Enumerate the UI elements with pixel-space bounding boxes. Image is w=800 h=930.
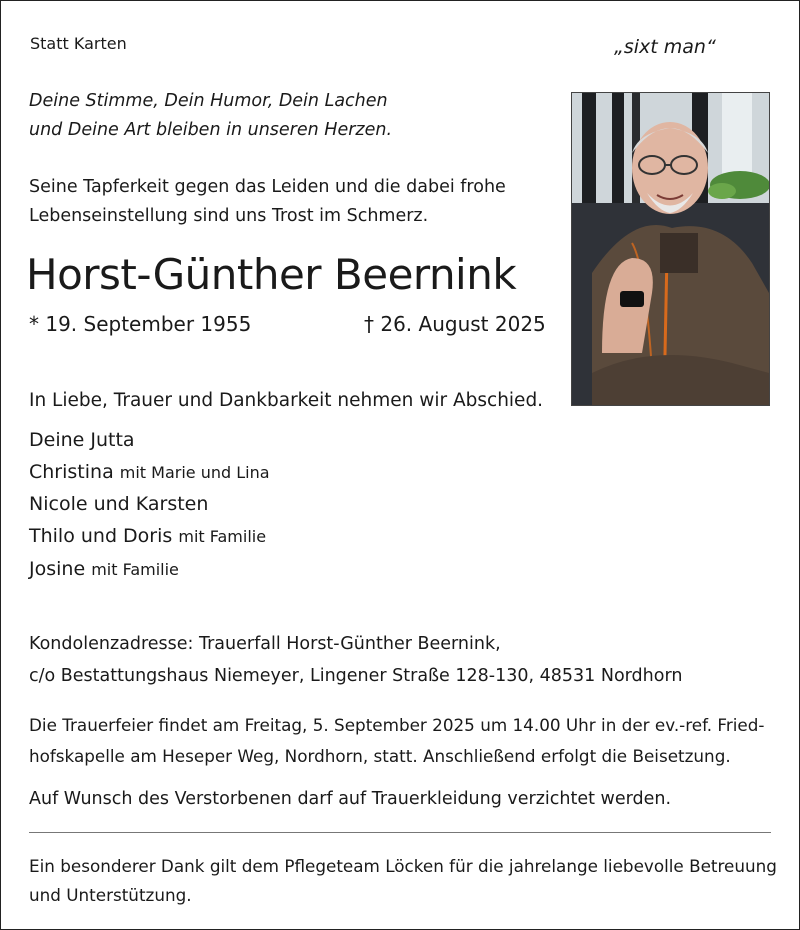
family-member-name: Thilo und Doris — [29, 525, 173, 547]
quote-line-1: Deine Stimme, Dein Humor, Dein Lachen — [29, 91, 388, 111]
family-member — [29, 553, 179, 586]
family-member — [29, 424, 135, 456]
thanks-line-1: Ein besonderer Dank gilt dem Pflegeteam Löcken für die jahrelange liebevolle Betreuung — [29, 856, 777, 876]
family-member-name: Christina — [29, 461, 114, 483]
comfort-line-1: Seine Tapferkeit gegen das Leiden und die dabei frohe — [29, 177, 506, 197]
family-member-name: Nicole und Karsten — [29, 493, 209, 515]
divider — [29, 832, 771, 833]
birth-date: * 19. September 1955 — [29, 312, 252, 336]
family-member-extra: mit Marie und Lina — [119, 463, 270, 482]
comfort-line-2: Lebenseinstellung sind uns Trost im Schmerz. — [29, 206, 429, 226]
condolence-line-2: c/o Bestattungshaus Niemeyer, Lingener Straße 128-130, 48531 Nordhorn — [29, 666, 683, 686]
portrait-photo — [571, 92, 770, 406]
family-member — [29, 488, 208, 520]
death-date: † 26. August 2025 — [364, 312, 546, 336]
family-member-extra: mit Familie — [178, 527, 267, 546]
statt-karten-label: Statt Karten — [30, 34, 127, 53]
farewell-line: In Liebe, Trauer und Dankbarkeit nehmen wir Abschied. — [29, 390, 544, 411]
family-member-name: Josine — [29, 558, 86, 580]
family-member-extra: mit Familie — [91, 560, 179, 579]
quote-line-2: und Deine Art bleiben in unseren Herzen. — [29, 120, 393, 140]
deceased-name: Horst-Günther Beernink — [26, 250, 517, 299]
ceremony-line-2: hofskapelle am Heseper Weg, Nordhorn, statt. Anschließend erfolgt die Beisetzung. — [29, 746, 731, 766]
family-member — [29, 456, 270, 489]
thanks-line-2: und Unterstützung. — [29, 885, 192, 905]
nickname-quote: „sixt man“ — [614, 36, 716, 58]
condolence-line-1: Kondolenzadresse: Trauerfall Horst-Günther Beernink, — [29, 634, 501, 654]
family-member-name: Deine Jutta — [29, 429, 135, 451]
dress-note: Auf Wunsch des Verstorbenen darf auf Trauerkleidung verzichtet werden. — [29, 789, 672, 809]
ceremony-line-1: Die Trauerfeier findet am Freitag, 5. September 2025 um 14.00 Uhr in der ev.-ref. Fried- — [29, 715, 765, 735]
family-member — [29, 520, 266, 553]
